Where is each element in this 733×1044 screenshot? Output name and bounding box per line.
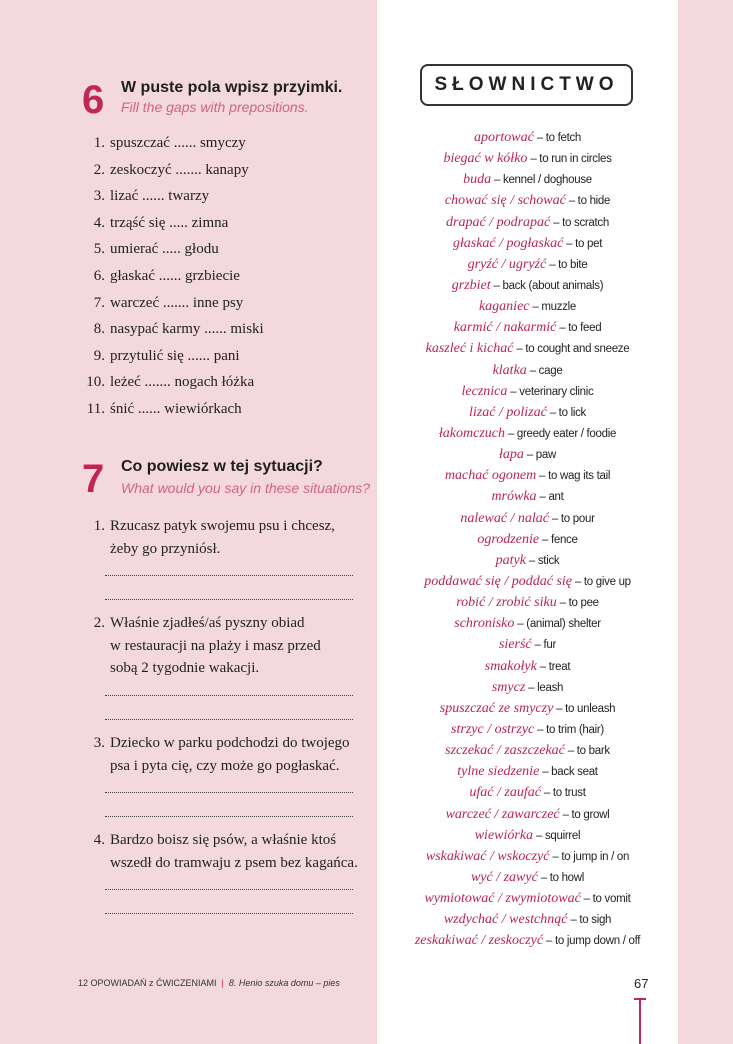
polish-term: lizać / polizać — [469, 404, 547, 420]
vocabulary-entry — [377, 718, 678, 739]
polish-term: gryźć / ugryźć — [467, 256, 547, 272]
vocabulary-entry — [377, 316, 678, 337]
answer-line[interactable] — [105, 695, 353, 696]
exercise-6-list — [78, 132, 368, 425]
vocabulary-entry — [377, 676, 678, 697]
exercise-7-question — [78, 732, 368, 777]
vocabulary-entry — [377, 253, 678, 274]
vocabulary-entry — [377, 570, 678, 591]
item-number: 3. — [93, 188, 105, 205]
answer-line[interactable] — [105, 913, 353, 914]
item-text: zeskoczyć ....... kanapy — [110, 161, 249, 178]
english-translation: – muzzle — [529, 301, 577, 314]
item-text: trząść się ..... zimna — [110, 214, 229, 231]
polish-term: lecznica — [461, 383, 508, 399]
english-translation: – to bite — [546, 258, 588, 271]
item-text: przytulić się ...... pani — [110, 347, 240, 364]
polish-term: mrówka — [491, 489, 537, 505]
english-translation: – cage — [526, 364, 563, 377]
polish-term: machać ogonem — [444, 468, 537, 484]
item-text: umierać ..... głodu — [110, 241, 219, 258]
item-text: spuszczać ...... smyczy — [110, 135, 246, 151]
exercise-6-item — [78, 318, 368, 345]
english-translation: – to feed — [556, 322, 602, 335]
polish-term: poddawać się / poddać się — [424, 573, 572, 589]
exercise-7-question — [78, 829, 368, 874]
polish-term: łakomczuch — [438, 425, 505, 441]
question-number: 4. — [93, 832, 105, 848]
english-translation: – to scratch — [550, 216, 609, 229]
polish-term: buda — [463, 172, 492, 188]
polish-term: wymiotować / zwymiotować — [424, 891, 581, 907]
english-translation: – treat — [536, 660, 571, 673]
vocabulary-entry — [377, 443, 678, 464]
vocabulary-entry — [377, 168, 678, 189]
english-translation: – back (about animals) — [490, 279, 604, 292]
english-translation: – to growl — [559, 808, 610, 821]
vocabulary-heading: SŁOWNICTWO — [420, 64, 633, 106]
vocabulary-entry — [377, 612, 678, 633]
vocabulary-entry — [377, 845, 678, 866]
vocabulary-entry — [377, 697, 678, 718]
polish-term: łapa — [499, 447, 524, 463]
polish-term: smycz — [491, 679, 526, 695]
english-translation: – to hide — [565, 195, 611, 208]
vocabulary-entry — [377, 739, 678, 760]
english-translation: – to lick — [546, 406, 586, 419]
english-translation: – fence — [539, 533, 578, 546]
polish-term: karmić / nakarmić — [453, 320, 557, 336]
vocabulary-entry — [377, 803, 678, 824]
polish-term: warczeć / zawarczeć — [445, 806, 560, 822]
vocabulary-entry — [377, 380, 678, 401]
english-translation: – to howl — [537, 871, 585, 884]
polish-term: kaszleć i kichać — [425, 341, 514, 357]
polish-term: tylne siedzenie — [457, 764, 540, 780]
question-text: Rzucasz patyk swojemu psu i chcesz, żeby go przyniósł. — [110, 518, 335, 557]
polish-term: zeskakiwać / zeskoczyć — [414, 933, 544, 949]
exercise-6-item — [78, 132, 368, 159]
vocabulary-entry — [377, 295, 678, 316]
polish-term: strzyc / ostrzyc — [451, 721, 535, 737]
english-translation: – paw — [523, 449, 556, 462]
item-text: warczeć ....... inne psy — [110, 294, 244, 311]
polish-term: klatka — [492, 362, 527, 378]
question-number: 1. — [93, 518, 105, 534]
answer-line[interactable] — [105, 575, 353, 576]
vocabulary-entry — [377, 781, 678, 802]
polish-term: schronisko — [454, 616, 515, 632]
english-translation: – to wag its tail — [536, 470, 611, 483]
english-translation: – to jump down / off — [543, 935, 641, 948]
polish-term: sierść — [498, 637, 532, 653]
question-text: Bardzo boisz się psów, a właśnie ktoś wszedł do tramwaju z psem bez kagańca. — [110, 832, 358, 871]
item-number: 2. — [93, 161, 105, 178]
polish-term: biegać w kółko — [443, 151, 528, 167]
english-translation: – veterinary clinic — [507, 385, 594, 398]
polish-term: ogrodzenie — [477, 531, 540, 547]
english-translation: – to trust — [540, 787, 586, 800]
vocabulary-entry — [377, 908, 678, 929]
polish-term: patyk — [495, 552, 526, 568]
vocabulary-entry — [377, 422, 678, 443]
exercise-6-title: W puste pola wpisz przyimki. — [121, 79, 343, 96]
item-number: 1. — [93, 135, 105, 151]
question-number: 3. — [93, 735, 105, 751]
exercise-7-title: Co powiesz w tej sytuacji? — [121, 458, 323, 475]
english-translation: – to bark — [564, 745, 610, 758]
polish-term: wiewiórka — [474, 827, 534, 843]
vocabulary-entry — [377, 655, 678, 676]
answer-line[interactable] — [105, 816, 353, 817]
vocabulary-entry — [377, 591, 678, 612]
item-number: 8. — [93, 321, 105, 338]
english-translation: – leash — [525, 681, 564, 694]
polish-term: ufać / zaufać — [469, 785, 541, 801]
exercise-6-item — [78, 185, 368, 212]
vocabulary-entry — [377, 866, 678, 887]
question-text: Właśnie zjadłeś/aś pyszny obiad w restauracji na plaży i masz przed sobą 2 tygodnie wakacji. — [110, 615, 321, 676]
exercise-7-subtitle: What would you say in these situations? — [121, 480, 371, 496]
vocabulary-entry — [377, 232, 678, 253]
english-translation: – greedy eater / foodie — [505, 427, 617, 440]
exercise-6-number: 6 — [82, 78, 105, 122]
vocabulary-entry — [377, 337, 678, 358]
item-text: nasypać karmy ...... miski — [110, 321, 264, 338]
answer-line[interactable] — [105, 599, 353, 600]
item-number: 5. — [93, 241, 105, 258]
polish-term: aportować — [473, 130, 534, 145]
exercise-6-item — [78, 398, 368, 425]
exercise-6-item — [78, 345, 368, 372]
vocabulary-entry — [377, 485, 678, 506]
vocabulary-entry — [377, 274, 678, 295]
english-translation: – to pet — [563, 237, 603, 250]
page-number: 67 — [634, 976, 649, 991]
english-translation: – to fetch — [533, 132, 582, 144]
vocabulary-entry — [377, 929, 678, 950]
vocabulary-entry — [377, 211, 678, 232]
polish-term: wskakiwać / wskoczyć — [425, 848, 550, 864]
vocabulary-entry — [377, 760, 678, 781]
item-text: leżeć ....... nogach łóżka — [110, 374, 255, 391]
english-translation: – to give up — [572, 575, 631, 588]
english-translation: – to pee — [556, 597, 599, 610]
vocabulary-entry — [377, 507, 678, 528]
answer-line[interactable] — [105, 792, 353, 793]
english-translation: – to jump in / on — [549, 850, 630, 863]
vocabulary-entry — [377, 464, 678, 485]
exercise-6-subtitle: Fill the gaps with prepositions. — [121, 99, 309, 115]
book-title: 12 OPOWIADAŃ z ĆWICZENIAMI — [78, 978, 217, 988]
polish-term: grzbiet — [451, 277, 491, 293]
item-text: śnić ...... wiewiórkach — [110, 400, 242, 417]
item-number: 4. — [93, 214, 105, 231]
english-translation: – squirrel — [533, 829, 581, 842]
item-number: 6. — [93, 267, 105, 284]
answer-line[interactable] — [105, 889, 353, 890]
english-translation: – to unleash — [553, 702, 616, 715]
english-translation: – to sigh — [567, 914, 612, 927]
english-translation: – (animal) shelter — [514, 618, 601, 631]
polish-term: kaganiec — [478, 299, 530, 315]
vocabulary-entry — [377, 549, 678, 570]
question-number: 2. — [93, 615, 105, 631]
vocabulary-list — [377, 126, 678, 950]
exercise-6-item — [78, 292, 368, 319]
item-text: lizać ...... twarzy — [110, 188, 210, 205]
english-translation: – fur — [531, 639, 557, 652]
english-translation: – to trim (hair) — [534, 723, 604, 736]
polish-term: wzdychać / westchnąć — [443, 912, 568, 928]
polish-term: nalewać / nalać — [460, 510, 550, 526]
polish-term: szczekać / zaszczekać — [445, 743, 565, 759]
item-text: głaskać ...... grzbiecie — [110, 267, 240, 284]
exercise-6-item — [78, 238, 368, 265]
vocabulary-entry — [377, 189, 678, 210]
item-number: 10. — [86, 374, 105, 391]
english-translation: – back seat — [539, 766, 598, 779]
vocabulary-entry — [377, 633, 678, 654]
vocabulary-entry — [377, 887, 678, 908]
exercise-7-number: 7 — [82, 457, 105, 501]
polish-term: robić / zrobić siku — [456, 595, 557, 611]
chapter-title: 8. Henio szuka domu – pies — [228, 978, 340, 988]
vocabulary-entry — [377, 401, 678, 422]
vocabulary-entry — [377, 126, 678, 147]
exercise-6-item — [78, 265, 368, 292]
polish-term: chować się / schować — [444, 193, 566, 209]
item-number: 9. — [93, 347, 105, 364]
question-text: Dziecko w parku podchodzi do twojego psa i pyta cię, czy może go pogłaskać. — [110, 735, 350, 774]
page-marker-tick — [634, 998, 646, 1000]
english-translation: – to pour — [549, 512, 595, 525]
polish-term: głaskać / pogłaskać — [452, 235, 564, 251]
english-translation: – to vomit — [580, 893, 631, 906]
vocabulary-entry — [377, 359, 678, 380]
vocabulary-entry — [377, 824, 678, 845]
item-number: 11. — [86, 400, 105, 417]
vocabulary-entry — [377, 147, 678, 168]
polish-term: wyć / zawyć — [470, 869, 538, 885]
polish-term: spuszczać ze smyczy — [439, 700, 554, 716]
exercise-7-question — [78, 612, 368, 680]
exercise-7-question — [78, 515, 368, 560]
vocabulary-entry — [377, 528, 678, 549]
polish-term: drapać / podrapać — [446, 214, 551, 230]
exercise-6-item — [78, 371, 368, 398]
english-translation: – to run in circles — [527, 153, 612, 166]
page-footer — [78, 978, 340, 988]
exercise-6-item — [78, 159, 368, 186]
item-number: 7. — [93, 294, 105, 311]
english-translation: – stick — [525, 554, 560, 567]
page-marker-bar — [639, 998, 641, 1044]
english-translation: – ant — [536, 491, 564, 504]
english-translation: – to cought and sneeze — [513, 343, 630, 356]
english-translation: – kennel / doghouse — [491, 174, 592, 187]
exercise-6-item — [78, 212, 368, 239]
answer-line[interactable] — [105, 719, 353, 720]
footer-separator: | — [221, 978, 224, 988]
polish-term: smakołyk — [484, 658, 537, 674]
